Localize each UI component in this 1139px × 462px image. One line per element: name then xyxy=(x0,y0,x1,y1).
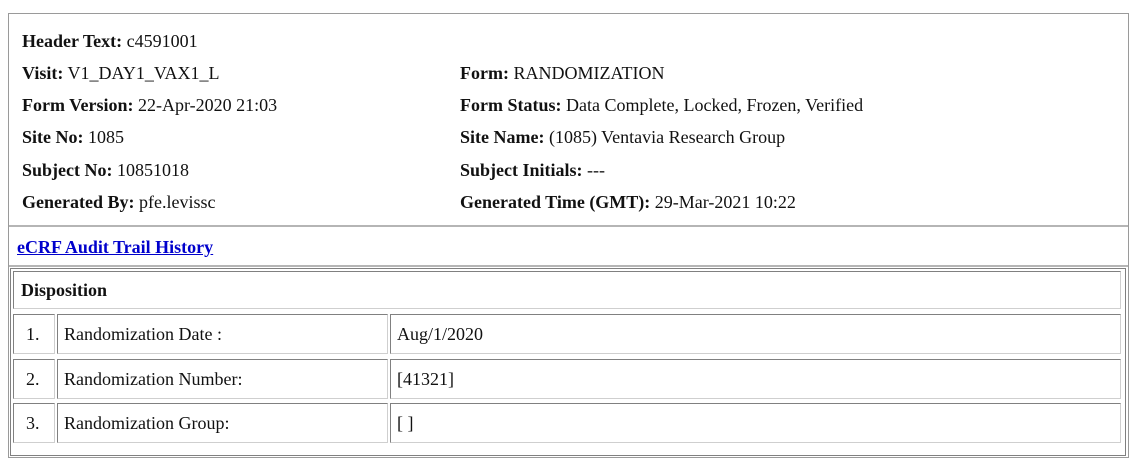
form-report-frame xyxy=(8,13,1129,458)
table-row xyxy=(13,403,1121,443)
section-header xyxy=(13,271,1121,309)
generated-time-label: Generated Time (GMT): xyxy=(460,192,651,212)
site-name-field xyxy=(460,125,785,149)
site-no-label: Site No: xyxy=(22,127,84,147)
form-label: Form: xyxy=(460,63,509,83)
form-value: RANDOMIZATION xyxy=(513,63,665,83)
form-version-label: Form Version: xyxy=(22,95,134,115)
generated-by-label: Generated By: xyxy=(22,192,135,212)
generated-time-field xyxy=(460,190,796,214)
subject-initials-field xyxy=(460,158,605,182)
field-value: [41321] xyxy=(390,359,1121,399)
subject-no-field xyxy=(22,158,189,182)
field-label: Randomization Number: xyxy=(57,359,388,399)
visit-value: V1_DAY1_VAX1_L xyxy=(67,63,220,83)
field-label: Randomization Group: xyxy=(57,403,388,443)
form-status-label: Form Status: xyxy=(460,95,562,115)
row-number: 1. xyxy=(13,314,55,354)
visit-label: Visit: xyxy=(22,63,64,83)
audit-link-row xyxy=(9,227,1128,267)
form-status-field xyxy=(460,93,863,117)
header-text-field xyxy=(22,29,198,53)
audit-trail-history-link[interactable]: eCRF Audit Trail History xyxy=(17,237,214,257)
generated-by-field xyxy=(22,190,215,214)
header-text-label: Header Text: xyxy=(22,31,123,51)
visit-field xyxy=(22,61,220,85)
generated-by-value: pfe.levissc xyxy=(138,192,216,212)
disposition-table xyxy=(10,268,1126,456)
subject-initials-label: Subject Initials: xyxy=(460,160,583,180)
field-value: [ ] xyxy=(390,403,1121,443)
form-version-field xyxy=(22,93,277,117)
table-row xyxy=(13,359,1121,399)
site-no-value: 1085 xyxy=(88,127,124,147)
site-no-field xyxy=(22,125,124,149)
subject-initials-value: --- xyxy=(587,160,605,180)
field-label: Randomization Date : xyxy=(57,314,388,354)
subject-no-value: 10851018 xyxy=(117,160,189,180)
section-title: Disposition xyxy=(21,280,108,300)
table-row xyxy=(13,314,1121,354)
field-value: Aug/1/2020 xyxy=(390,314,1121,354)
row-number: 2. xyxy=(13,359,55,399)
header-text-value: c4591001 xyxy=(126,31,198,51)
generated-time-value: 29-Mar-2021 10:22 xyxy=(654,192,796,212)
site-name-value: (1085) Ventavia Research Group xyxy=(548,127,786,147)
site-name-label: Site Name: xyxy=(460,127,545,147)
form-version-value: 22-Apr-2020 21:03 xyxy=(138,95,278,115)
form-header xyxy=(9,14,1128,227)
form-status-value: Data Complete, Locked, Frozen, Verified xyxy=(566,95,864,115)
form-field xyxy=(460,61,664,85)
subject-no-label: Subject No: xyxy=(22,160,113,180)
row-number: 3. xyxy=(13,403,55,443)
